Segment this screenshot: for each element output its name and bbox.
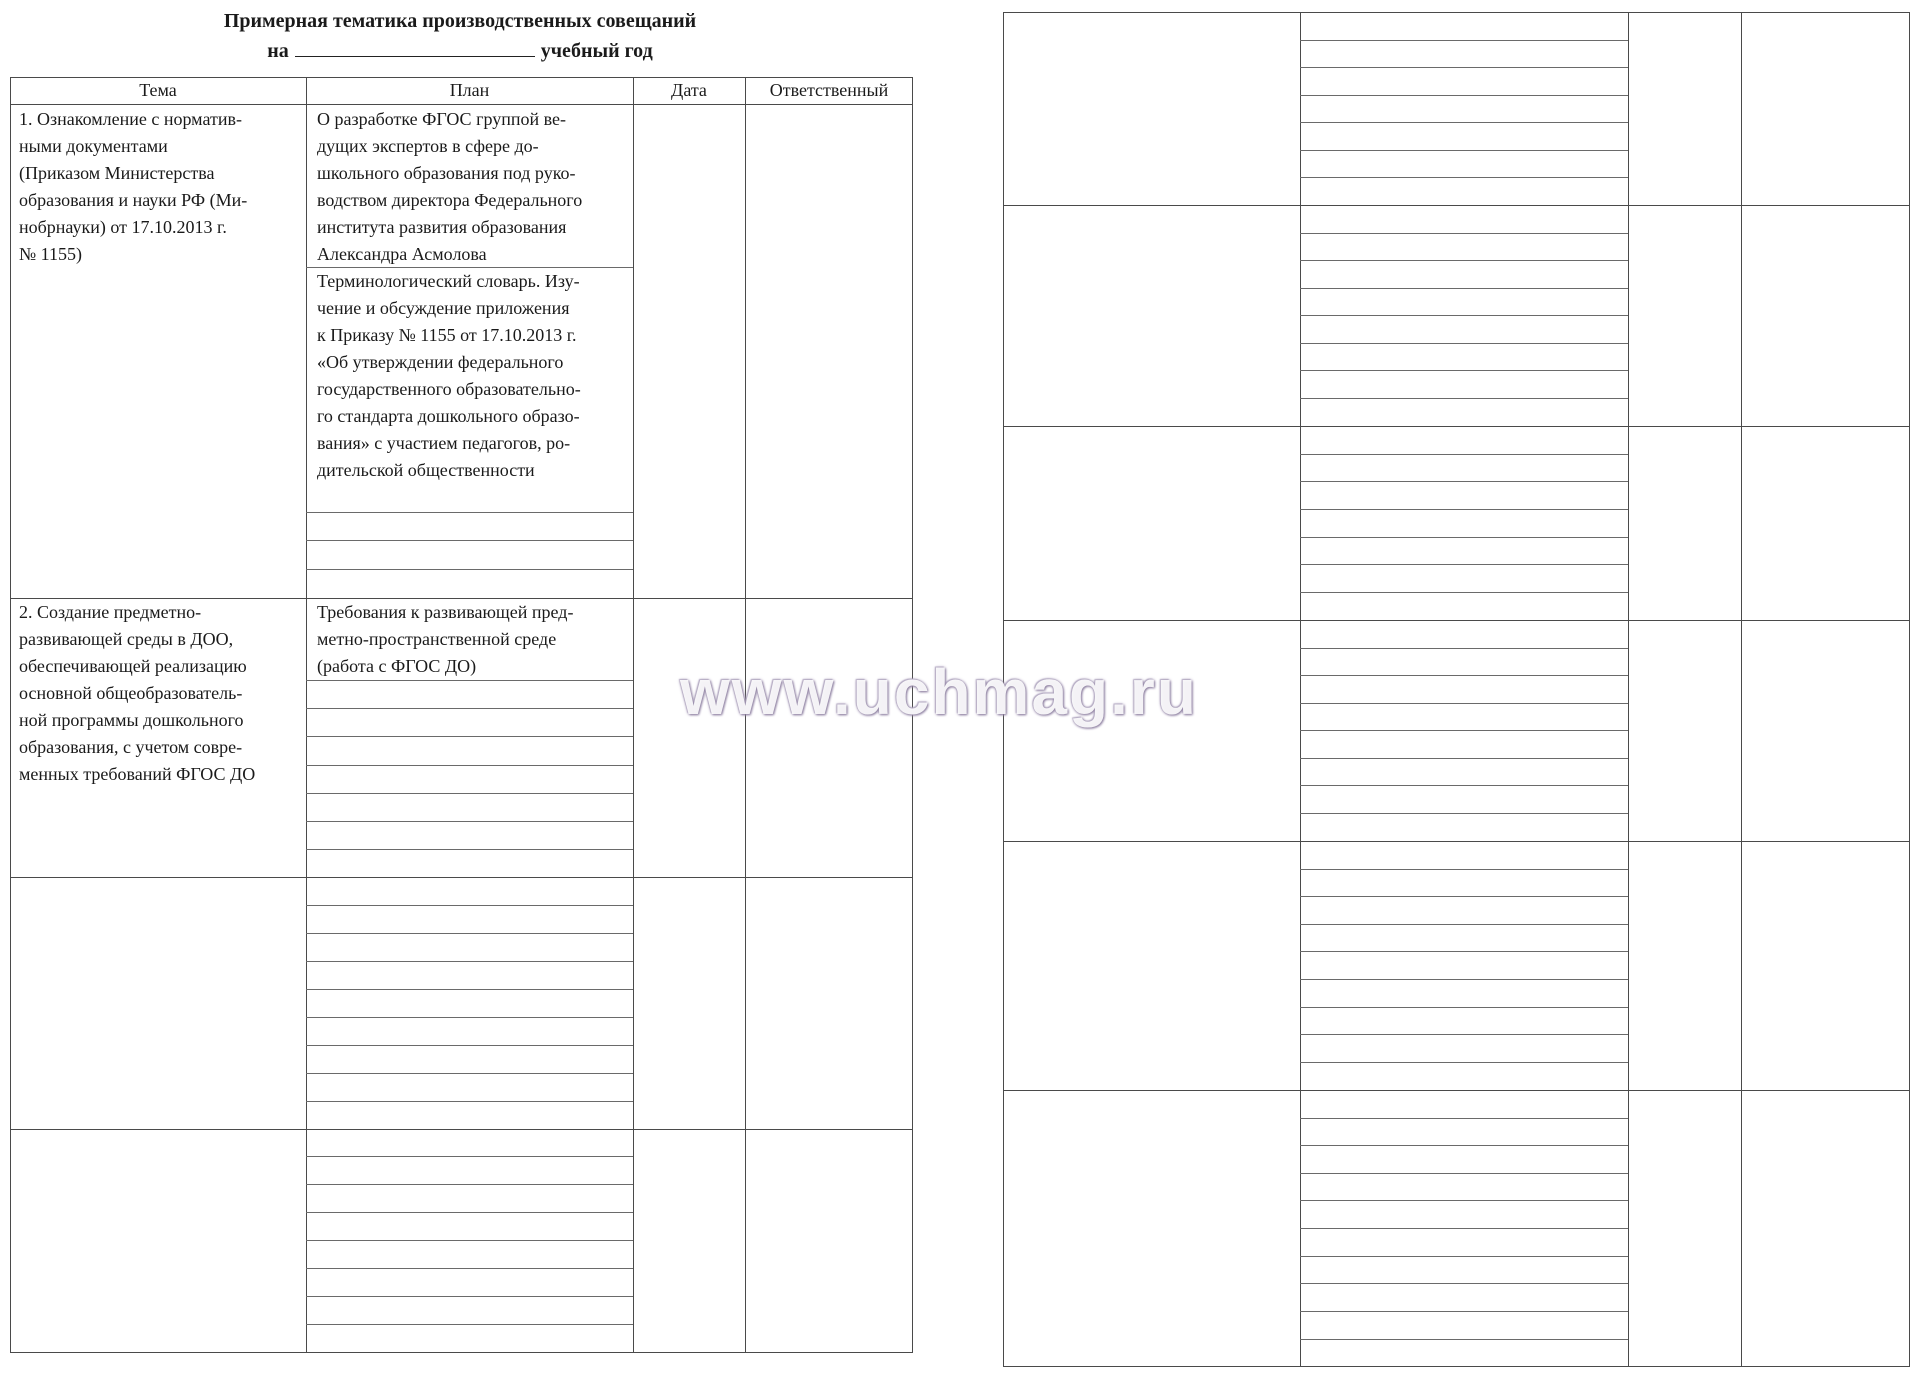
plan-write-line bbox=[1300, 1311, 1628, 1312]
watermark: www.uchmag.ru bbox=[680, 656, 1198, 728]
plan-write-line bbox=[1300, 1173, 1628, 1174]
plan-write-line bbox=[1300, 370, 1628, 371]
plan-write-line bbox=[1300, 758, 1628, 759]
plan-write-line bbox=[1300, 1034, 1628, 1035]
year-blank-line bbox=[295, 38, 535, 57]
plan-write-line bbox=[1300, 813, 1628, 814]
plan-write-line bbox=[1300, 67, 1628, 68]
right-col-divider-1 bbox=[1300, 12, 1301, 1367]
row1-topic: 1. Ознакомление с норматив- ными документами (Приказом Министерства образования и науки РФ (Ми- нобрнауки) от 17.10.2013 г. № 1155) bbox=[19, 109, 248, 264]
plan-write-line bbox=[1300, 730, 1628, 731]
subtitle-prefix: на bbox=[267, 40, 289, 62]
plan-write-line bbox=[1300, 1256, 1628, 1257]
plan-write-line bbox=[306, 1101, 633, 1102]
plan-write-line bbox=[1300, 1283, 1628, 1284]
plan-write-line bbox=[1300, 869, 1628, 870]
plan-write-line bbox=[306, 765, 633, 766]
header-responsible: Ответственный bbox=[769, 80, 889, 100]
plan-write-line bbox=[306, 708, 633, 709]
plan-write-line bbox=[1300, 1200, 1628, 1201]
plan-write-line bbox=[1300, 509, 1628, 510]
plan-write-line bbox=[1300, 1145, 1628, 1146]
plan-write-line bbox=[1300, 675, 1628, 676]
plan-write-line bbox=[306, 793, 633, 794]
plan-write-line bbox=[1300, 233, 1628, 234]
plan-write-line bbox=[1300, 648, 1628, 649]
plan-write-line bbox=[1300, 95, 1628, 96]
plan-write-line bbox=[1300, 979, 1628, 980]
plan-write-line bbox=[1300, 288, 1628, 289]
right-row-divider-3 bbox=[1003, 620, 1910, 621]
right-row-divider-5 bbox=[1003, 1090, 1910, 1091]
plan-write-line bbox=[1300, 150, 1628, 151]
right-col-divider-3 bbox=[1741, 12, 1742, 1367]
plan-write-line bbox=[306, 1045, 633, 1046]
plan-write-line bbox=[1300, 703, 1628, 704]
plan-write-line bbox=[1300, 481, 1628, 482]
left-col-divider-2 bbox=[633, 77, 634, 1353]
right-row-divider-4 bbox=[1003, 841, 1910, 842]
left-row-divider-2 bbox=[10, 877, 913, 878]
header-plan: План bbox=[449, 80, 490, 100]
row2-topic: 2. Создание предметно- развивающей среды в ДОО, обеспечивающей реализацию основной общеобразователь- ной программы дошкольного образования, с учетом совре- менных требований ФГОС ДО bbox=[19, 602, 256, 784]
plan-write-line bbox=[306, 1240, 633, 1241]
plan-write-line bbox=[1300, 315, 1628, 316]
plan-write-line bbox=[306, 1268, 633, 1269]
plan-write-line bbox=[306, 540, 633, 541]
header-topic: Тема bbox=[139, 80, 177, 100]
plan-write-line bbox=[1300, 1062, 1628, 1063]
plan-write-line bbox=[1300, 177, 1628, 178]
plan-write-line bbox=[1300, 564, 1628, 565]
right-row-divider-1 bbox=[1003, 205, 1910, 206]
row1-plan-item-2: Терминологический словарь. Изу- чение и обсуждение приложения к Приказу № 1155 от 17.10.2013 г. «Об утверждении федерального государственного образовательно- го стандарта дошкольного образо- вания» с участием педагогов, ро- дительской общественности bbox=[317, 271, 581, 480]
plan-write-line bbox=[306, 1184, 633, 1185]
plan-write-line bbox=[306, 569, 633, 570]
plan-write-line bbox=[306, 680, 633, 681]
plan-write-line bbox=[306, 1296, 633, 1297]
plan-write-line bbox=[306, 1156, 633, 1157]
plan-write-line bbox=[1300, 454, 1628, 455]
header-date: Дата bbox=[671, 80, 707, 100]
right-col-divider-2 bbox=[1628, 12, 1629, 1367]
plan-write-line bbox=[1300, 537, 1628, 538]
plan-write-line bbox=[306, 1017, 633, 1018]
plan-write-line bbox=[306, 1324, 633, 1325]
left-row-divider-3 bbox=[10, 1129, 913, 1130]
row2-plan-item-1: Требования к развивающей пред- метно-пространственной среде (работа с ФГОС ДО) bbox=[317, 602, 574, 676]
plan-write-line bbox=[306, 905, 633, 906]
plan-write-line bbox=[306, 821, 633, 822]
page-subtitle bbox=[10, 38, 910, 64]
plan-write-line bbox=[306, 961, 633, 962]
plan-write-line bbox=[1300, 785, 1628, 786]
plan-write-line bbox=[1300, 343, 1628, 344]
left-header-bottom bbox=[10, 104, 913, 105]
row1-plan-item-1: О разработке ФГОС группой ве- дущих экспертов в сфере до- школьного образования под руко- водством директора Федерального института развития образования Александра Асмолова bbox=[317, 109, 583, 264]
plan-write-line bbox=[1300, 1118, 1628, 1119]
right-row-divider-2 bbox=[1003, 426, 1910, 427]
plan-write-line bbox=[1300, 1228, 1628, 1229]
plan-write-line bbox=[306, 989, 633, 990]
plan-write-line bbox=[1300, 951, 1628, 952]
plan-write-line bbox=[1300, 924, 1628, 925]
plan-write-line bbox=[1300, 40, 1628, 41]
subtitle-suffix: учебный год bbox=[540, 40, 653, 62]
left-col-divider-1 bbox=[306, 77, 307, 1353]
plan-write-line bbox=[1300, 398, 1628, 399]
page-title: Примерная тематика производственных совещаний bbox=[223, 10, 697, 32]
plan-write-line bbox=[1300, 896, 1628, 897]
plan-write-line bbox=[306, 849, 633, 850]
plan-write-line bbox=[1300, 260, 1628, 261]
plan-write-line bbox=[306, 1073, 633, 1074]
plan-write-line bbox=[1300, 122, 1628, 123]
plan-write-line bbox=[1300, 1007, 1628, 1008]
plan-write-line bbox=[306, 736, 633, 737]
plan-write-line bbox=[306, 933, 633, 934]
plan-write-line bbox=[306, 1212, 633, 1213]
plan-write-line bbox=[1300, 592, 1628, 593]
plan-write-line bbox=[1300, 1339, 1628, 1340]
plan-write-line bbox=[306, 512, 633, 513]
